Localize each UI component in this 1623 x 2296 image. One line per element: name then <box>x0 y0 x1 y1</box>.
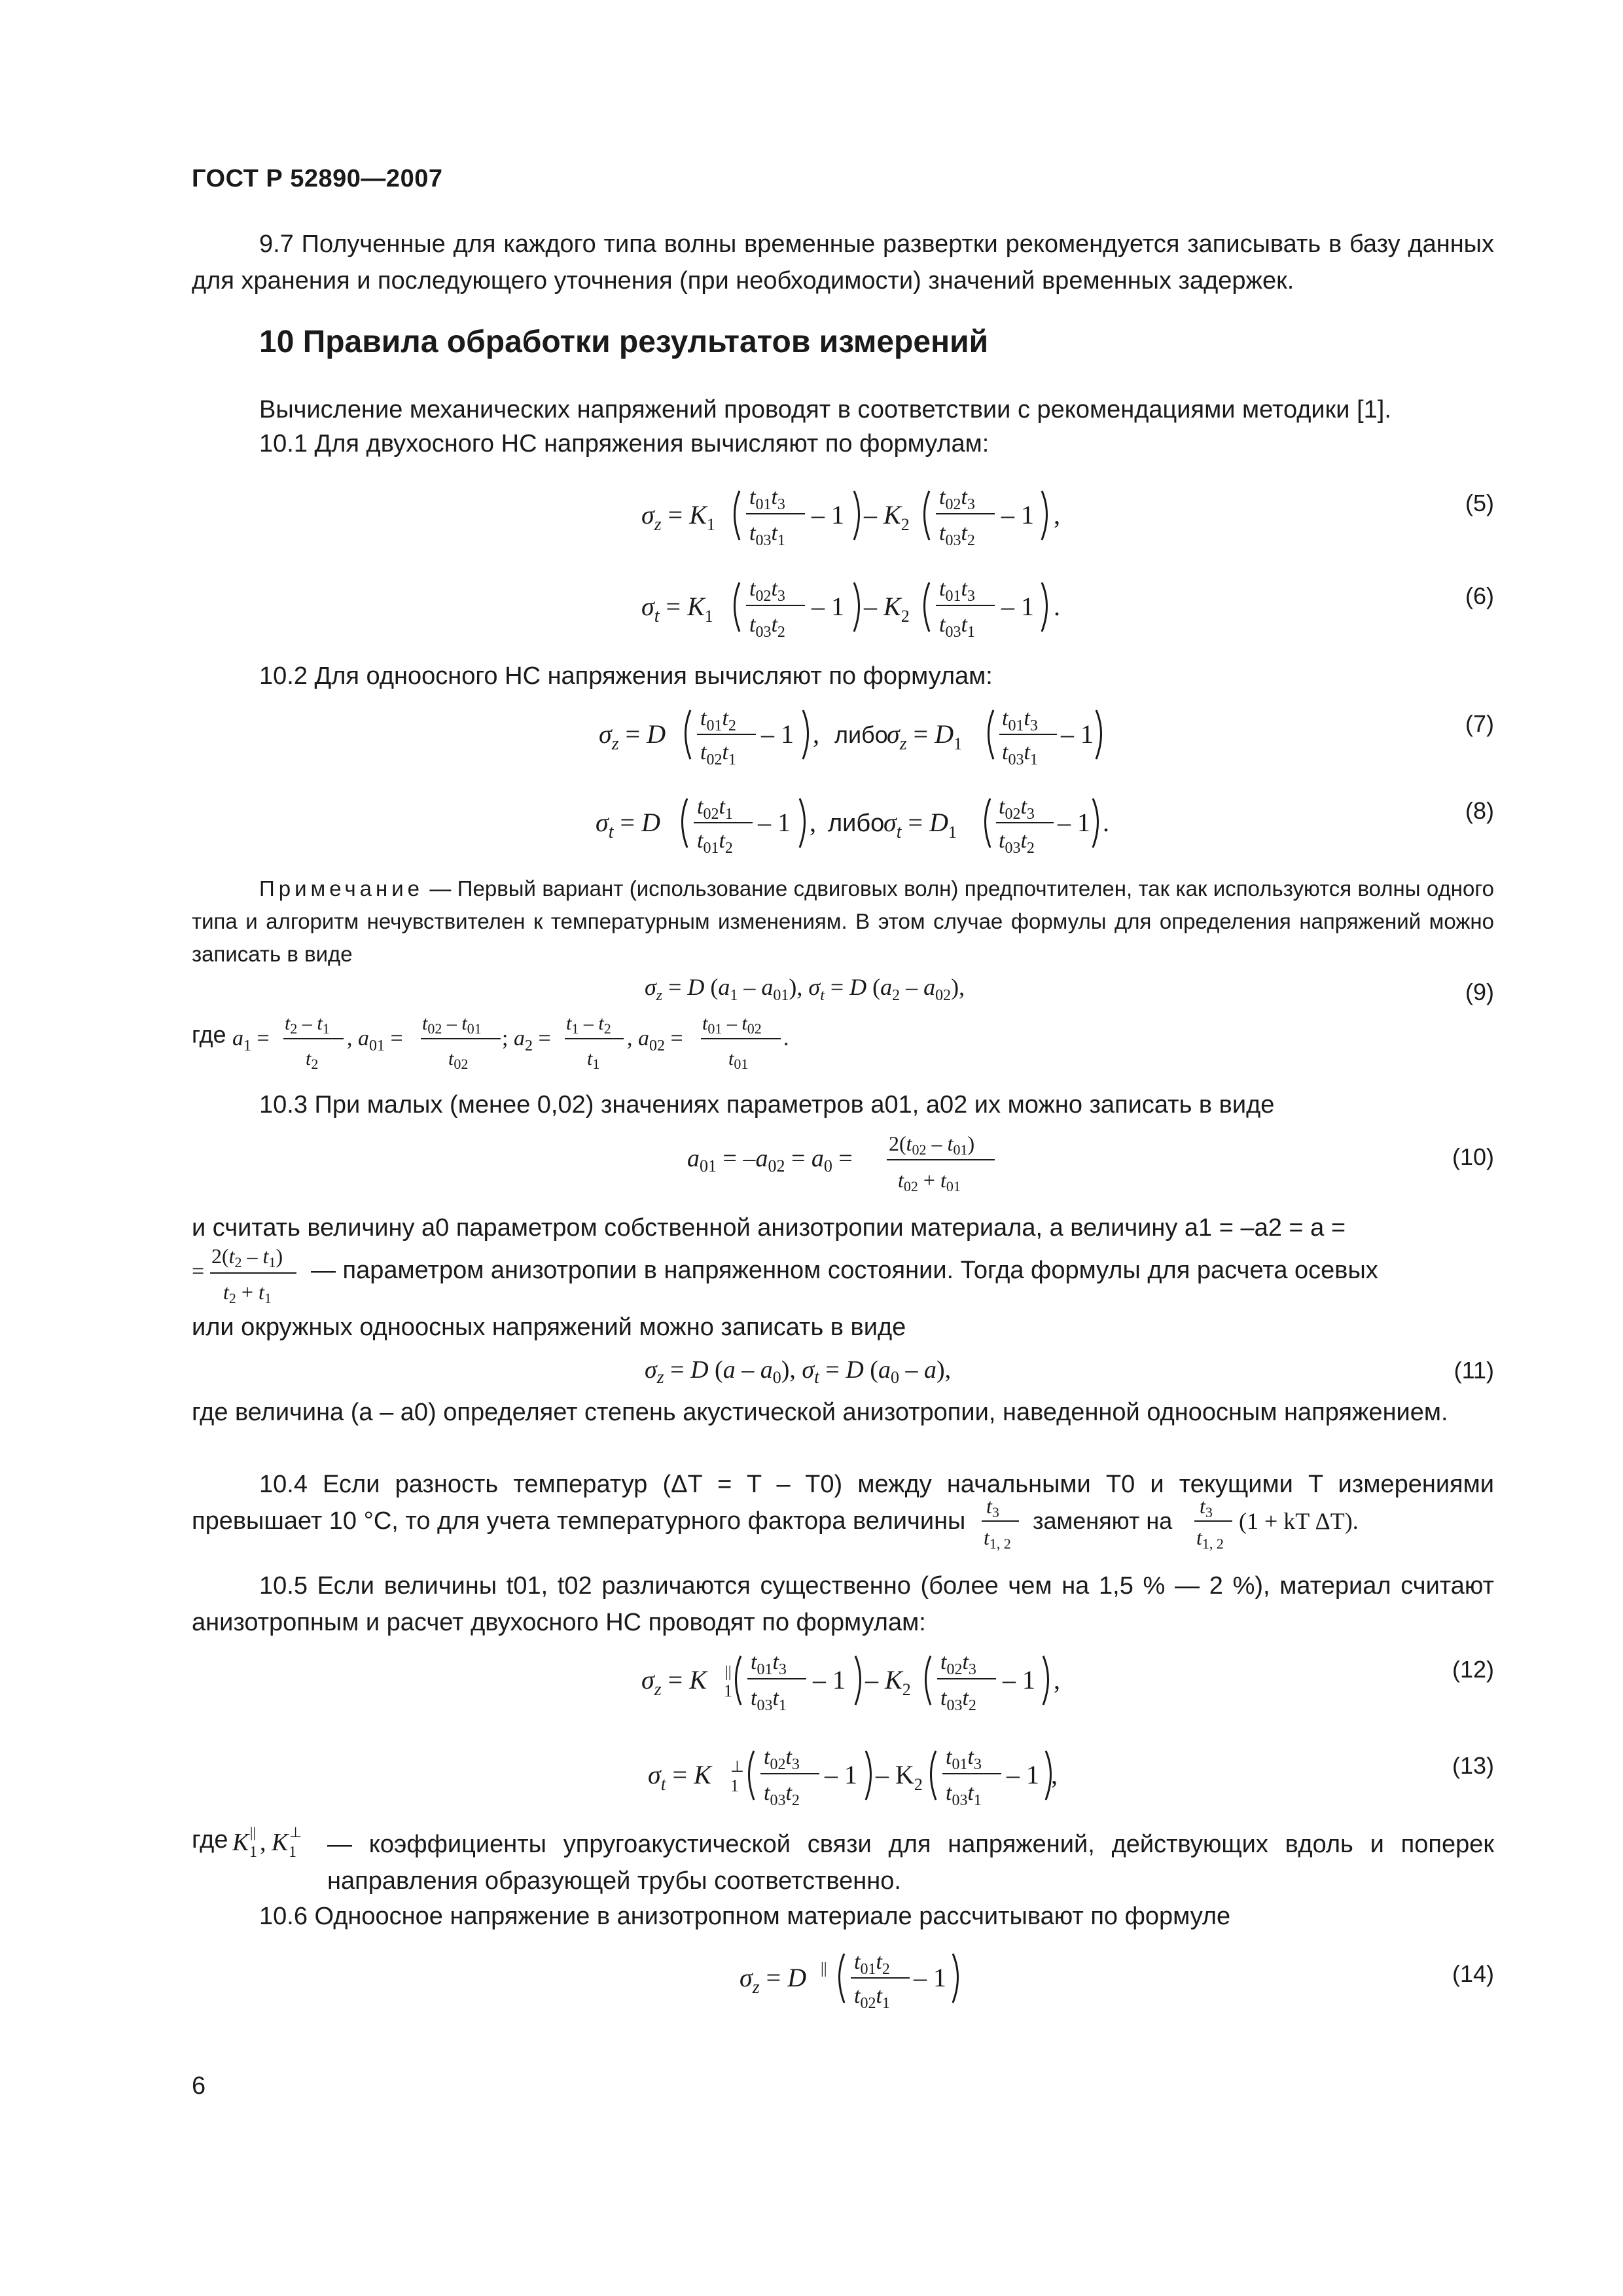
svg-text:t01t3: $t_{01}t_3$ <box>946 1745 982 1773</box>
svg-text:– 1: – 1 <box>813 1665 846 1695</box>
svg-text:, a01 =: , $a_{01}$ = <box>347 1026 403 1054</box>
svg-text:– 1: – 1 <box>761 719 794 749</box>
svg-text:– 1: – 1 <box>812 592 844 621</box>
paragraph-10-4: 10.4 Если разность температур (ΔT = T – T0) между начальными T0 и текущими T измерениями превышает 10 °С, то для учета температурного фактора величины <box>192 1471 1494 1535</box>
svg-text:t3: t3 <box>1200 1494 1213 1520</box>
svg-text:– 1: – 1 <box>812 500 844 529</box>
svg-text:a01 = –a02 = a0 =: $a_{01} = -a_{02} = a_0$ = <box>687 1145 853 1175</box>
equation-number-10: (10) <box>1452 1143 1494 1170</box>
svg-text:t02t3: $t_{02}t_3$ <box>749 577 785 605</box>
svg-text:t03t2: $t_{03}t_2$ <box>940 1686 976 1714</box>
paragraph-coefficients: — коэффициенты упругоакустической связи для напряжений, действующих вдоль и поперек направления образующей трубы соответственно. <box>327 1831 1494 1895</box>
paragraph-consider-1: и считать величину a0 параметром собственной анизотропии материала, а величину a1 = –a2 = a = <box>192 1214 1346 1242</box>
svg-text:– K2: – $K_2$ <box>864 500 910 534</box>
formula-7 <box>599 694 1109 772</box>
svg-text:t02t3: $t_{02}t_3$ <box>939 485 975 513</box>
equation-number-13: (13) <box>1452 1752 1494 1779</box>
svg-text:t02: $t_{02}$ <box>448 1048 469 1072</box>
equation-number-11: (11) <box>1454 1357 1494 1384</box>
svg-text:σz = D1: $\sigma_z = D_1$ <box>887 719 963 754</box>
svg-text:; a2 =: ; $a_2$ = <box>502 1026 551 1054</box>
svg-text:t03t1: $t_{03}t_1$ <box>751 1686 787 1714</box>
svg-text:t01t3: $t_{01}t_3$ <box>749 485 785 513</box>
svg-text:t03t2: $t_{03}t_2$ <box>749 613 785 641</box>
formula-11 <box>645 1348 1063 1394</box>
svg-text:– 1: – 1 <box>1001 592 1034 621</box>
svg-text:||: || <box>821 1960 827 1977</box>
paragraph-where-a: где величина (a – a0) определяет степень акустической анизотропии, наведенной одноосным напряжением. <box>192 1399 1448 1426</box>
svg-text:t2: $t_2$ <box>306 1048 319 1072</box>
svg-text:t03t1: $t_{03}t_1$ <box>946 1781 982 1809</box>
svg-text:.: . <box>1054 592 1060 621</box>
svg-text:t02t1: $t_{02}t_1$ <box>697 795 733 823</box>
svg-text:t03t1: $t_{03}t_1$ <box>939 613 975 641</box>
paragraph-consider-2: — параметром анизотропии в напряженном состоянии. Тогда формулы для расчета осевых <box>311 1257 1378 1284</box>
formula-8 <box>596 782 1119 861</box>
paragraph-consider-3: или окружных одноосных напряжений можно записать в виде <box>192 1314 906 1341</box>
svg-text:σt = K: $\sigma_t = K$ <box>648 1760 711 1795</box>
svg-text:t01t3: $t_{01}t_3$ <box>939 577 975 605</box>
note-text: — Первый вариант (использование сдвиговых волн) предпочтителен, так как используются волны одного типа и алгоритм нечувствителен к температурным изменениям. В этом случае формулы для определения напряжений можно записать в виде <box>192 876 1494 966</box>
equation-number-12: (12) <box>1452 1656 1494 1683</box>
formula-9 <box>645 969 1063 1008</box>
temperature-replace-label: заменяют на <box>1033 1507 1173 1534</box>
paragraph-10-5: 10.5 Если величины t01, t02 различаются существенно (более чем на 1,5 % — 2 %), материал считают анизотропным и расчет двухосного НС проводят по формулам: <box>192 1572 1494 1636</box>
formula-12 <box>641 1636 1060 1721</box>
svg-text:t01t2: $t_{01}t_2$ <box>697 829 733 857</box>
document-header: ГОСТ Р 52890—2007 <box>192 165 443 192</box>
svg-text:t2 – t1: $t_2 - t_1$ <box>285 1013 330 1037</box>
svg-text:,: , <box>810 808 816 837</box>
equation-number-7: (7) <box>1465 710 1494 737</box>
svg-text:,: , <box>1051 1760 1058 1789</box>
svg-text:t1, 2: t1, 2 <box>1196 1526 1224 1552</box>
svg-text:t2 + t1: t2 + t1 <box>223 1280 272 1306</box>
svg-text:– 1: – 1 <box>1007 1760 1039 1789</box>
svg-text:t02t1: $t_{02}t_1$ <box>700 740 736 768</box>
svg-text:σt = D: $\sigma_t = D$ <box>596 808 660 842</box>
formula-8-or: либо <box>828 810 885 837</box>
paragraph-10-1: 10.1 Для двухосного НС напряжения вычисляют по формулам: <box>259 430 990 457</box>
paragraph-10-6: 10.6 Одноосное напряжение в анизотропном материале рассчитывают по формуле <box>259 1903 1231 1930</box>
svg-text:⊥: ⊥ <box>289 1824 302 1840</box>
svg-text:a1 =: $a_1$ = <box>232 1026 270 1054</box>
svg-text:σt = K1: $\sigma_t = K_1$ <box>641 592 713 626</box>
svg-text:t3: t3 <box>986 1494 999 1520</box>
svg-text:– 1: – 1 <box>1061 719 1094 749</box>
formula-a-definitions <box>232 1005 821 1077</box>
formula-5 <box>641 471 1060 556</box>
svg-text:σt = D1: $\sigma_t = D_1$ <box>883 808 957 842</box>
svg-text:σz = D: $\sigma_z = D$ <box>740 1963 807 1998</box>
svg-text:t03t1: $t_{03}t_1$ <box>749 521 785 549</box>
paragraph-intro: Вычисление механических напряжений проводят в соответствии с рекомендациями методики [1]. <box>259 396 1391 423</box>
svg-text:, a02 =: , $a_{02}$ = <box>627 1026 683 1054</box>
svg-text:– 1: – 1 <box>825 1760 857 1789</box>
svg-text:t01t3: $t_{01}t_3$ <box>751 1650 787 1678</box>
formula-a-inline <box>192 1240 310 1309</box>
svg-text:t1, 2: t1, 2 <box>984 1526 1011 1552</box>
svg-text:t01 – t02: $t_{01} - t_{02}$ <box>702 1013 762 1037</box>
equation-number-6: (6) <box>1465 583 1494 609</box>
svg-text:– K2: – $K_2$ <box>876 1760 923 1794</box>
svg-text:t02 – t01: $t_{02} - t_{01}$ <box>422 1013 482 1037</box>
svg-text:2(t02 – t01): 2(t02 – t01) <box>889 1132 975 1158</box>
svg-text:t03t2: $t_{03}t_2$ <box>764 1781 800 1809</box>
svg-text:1: 1 <box>289 1844 296 1861</box>
svg-text:– 1: – 1 <box>1058 808 1090 837</box>
svg-text:σz = D (a – a0), σt = D (a0: $\sigma_z = D$ $(a - a_0)$, $\sigma_t = D$ $(a_0 - a)$, <box>645 1356 952 1388</box>
svg-text:⊥: ⊥ <box>730 1759 744 1776</box>
svg-text:t02t1: $t_{02}t_1$ <box>854 1984 890 2012</box>
svg-text:t1 – t2: $t_1 - t_2$ <box>566 1013 611 1037</box>
svg-text:σz = K: $\sigma_z = K$ <box>641 1665 707 1700</box>
svg-text:– K2: – $K_2$ <box>865 1665 911 1699</box>
svg-text:t1: $t_1$ <box>587 1048 600 1072</box>
svg-text:– 1: – 1 <box>758 808 791 837</box>
formula-10 <box>687 1126 1054 1198</box>
svg-text:t02 + t01: t02 + t01 <box>898 1168 961 1194</box>
note-paragraph <box>192 872 1494 971</box>
formula-7-or: либо <box>834 721 888 748</box>
svg-text:t01: $t_{01}$ <box>728 1048 749 1072</box>
svg-text:||: || <box>250 1824 256 1840</box>
paragraph-10-2: 10.2 Для одноосного НС напряжения вычисляют по формулам: <box>259 662 993 690</box>
svg-text:2(t2 – t1): 2(t2 – t1) <box>211 1244 283 1270</box>
svg-text:1: 1 <box>724 1681 732 1700</box>
svg-text:t02t3: $t_{02}t_3$ <box>999 795 1035 823</box>
svg-text:,: , <box>1054 500 1060 529</box>
paragraph-10-3: 10.3 При малых (менее 0,02) значениях параметров a01, a02 их можно записать в виде <box>259 1091 1275 1119</box>
svg-text:t01t2: $t_{01}t_2$ <box>700 706 736 734</box>
equation-number-5: (5) <box>1465 490 1494 516</box>
svg-text:||: || <box>725 1664 732 1681</box>
svg-text:.: . <box>783 1026 789 1050</box>
svg-text:K: K <box>232 1829 249 1856</box>
svg-text:– 1: – 1 <box>914 1963 946 1992</box>
svg-text:,: , <box>260 1829 266 1856</box>
svg-text:– 1: – 1 <box>1001 500 1034 529</box>
equation-number-8: (8) <box>1465 797 1494 824</box>
svg-text:.: . <box>1103 808 1109 837</box>
page-number: 6 <box>192 2072 206 2100</box>
paragraph-9-7: 9.7 Полученные для каждого типа волны временные развертки рекомендуется записывать в базу данных для хранения и последующего уточнения (при необходимости) значений временных задержек. <box>192 230 1494 295</box>
svg-text:t03t1: $t_{03}t_1$ <box>1002 740 1038 768</box>
formula-k-coefficients <box>232 1816 330 1862</box>
svg-text:t03t2: $t_{03}t_2$ <box>999 829 1035 857</box>
formula-6 <box>641 563 1060 648</box>
where-label-k: где <box>192 1826 228 1854</box>
svg-text:,: , <box>813 719 819 749</box>
svg-text:1: 1 <box>249 1844 257 1861</box>
svg-text:σz = K1: $\sigma_z = K_1$ <box>641 500 715 535</box>
temperature-factor: (1 + kT ΔT). <box>1239 1508 1359 1534</box>
formula-14 <box>740 1937 975 2016</box>
formula-temperature <box>978 1491 1423 1556</box>
svg-text:σz = D (a1 – a01), σt = D (a: $\sigma_z = D$ $(a_1 - a_{01})$, $\sigma_t = D$ $(a_2 - a_{02})$, <box>645 974 965 1004</box>
formula-13 <box>648 1731 1060 1816</box>
equation-number-14: (14) <box>1452 1960 1494 1987</box>
svg-text:t03t2: $t_{03}t_2$ <box>939 521 975 549</box>
svg-text:– K2: – $K_2$ <box>864 592 910 626</box>
svg-text:K: K <box>272 1829 289 1856</box>
note-lead: Примечание <box>259 876 424 901</box>
svg-text:t01t3: $t_{01}t_3$ <box>1002 706 1038 734</box>
svg-text:=: = <box>192 1259 205 1283</box>
svg-text:t01t2: $t_{01}t_2$ <box>854 1950 890 1978</box>
equation-number-9: (9) <box>1465 978 1494 1005</box>
svg-text:1: 1 <box>730 1776 739 1795</box>
svg-text:t02t3: $t_{02}t_3$ <box>764 1745 800 1773</box>
svg-text:σz = D: $\sigma_z = D$ <box>599 719 666 754</box>
svg-text:,: , <box>1054 1665 1060 1695</box>
svg-text:t02t3: $t_{02}t_3$ <box>940 1650 976 1678</box>
svg-text:– 1: – 1 <box>1003 1665 1035 1695</box>
where-label-a: где <box>192 1021 226 1048</box>
section-title: 10 Правила обработки результатов измерений <box>259 325 989 359</box>
